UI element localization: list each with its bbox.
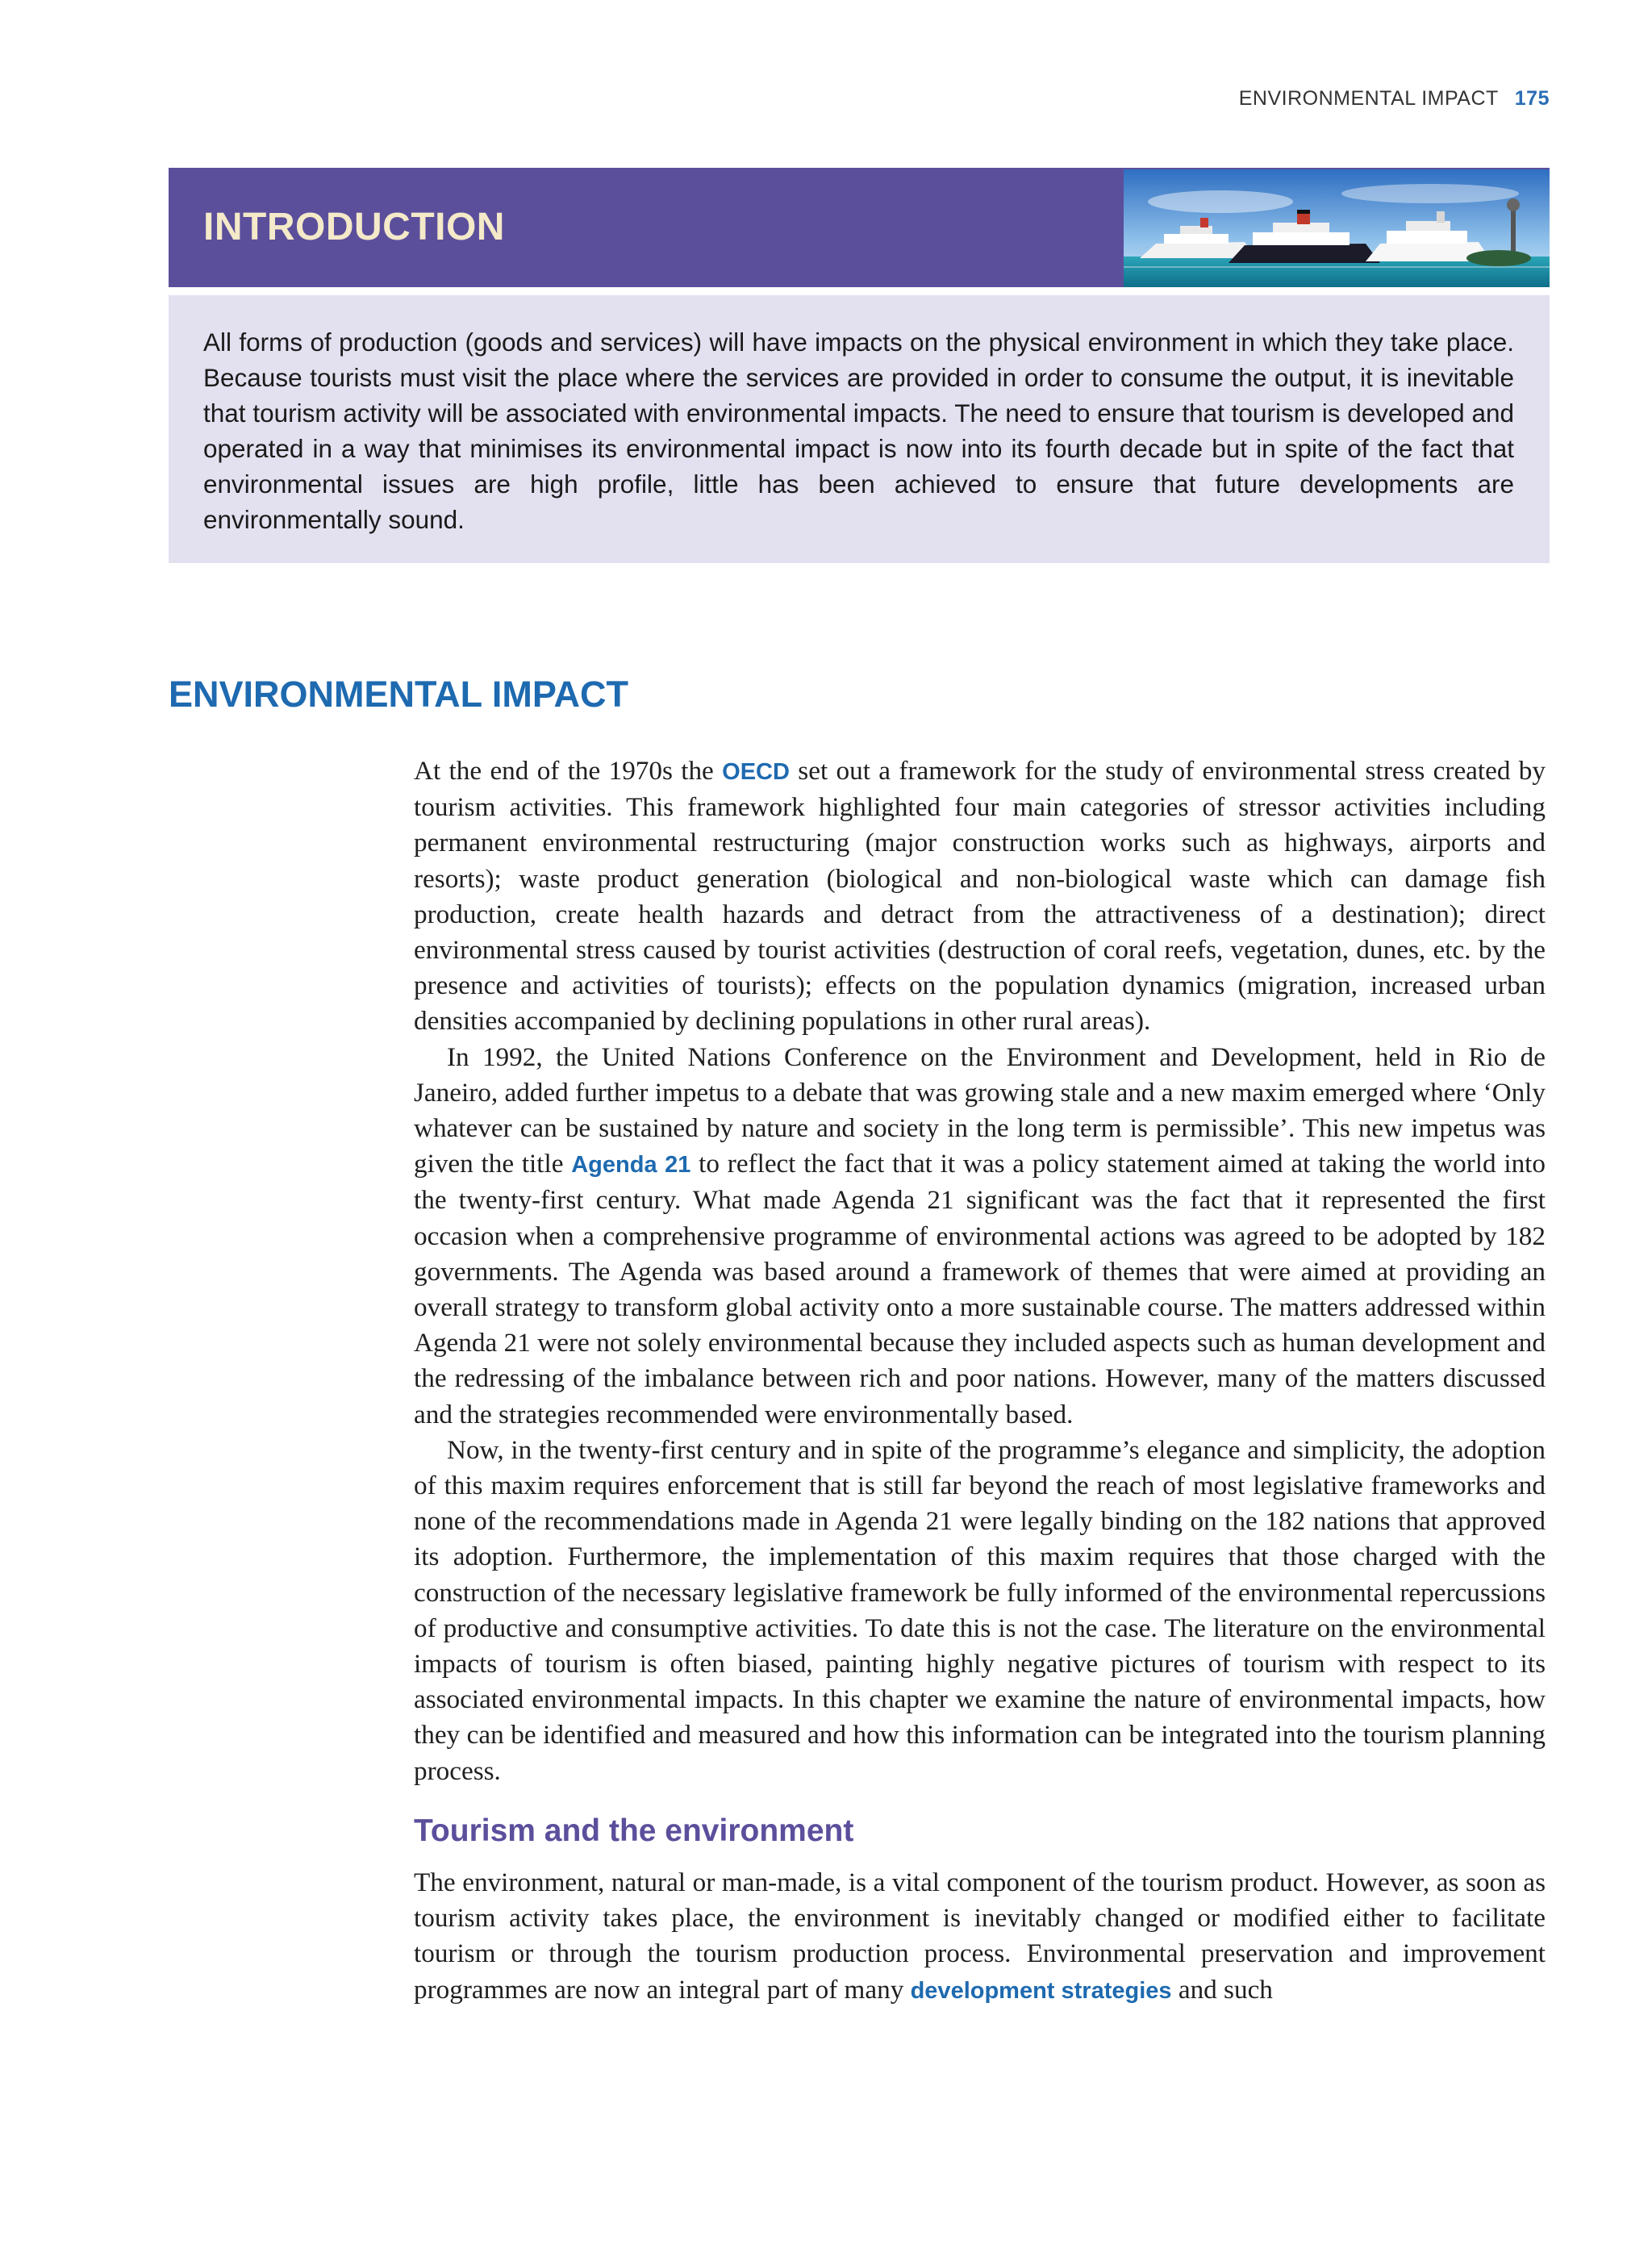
page-number: 175: [1514, 87, 1550, 110]
section-heading: ENVIRONMENTAL IMPACT: [169, 674, 628, 715]
cruise-ships-illustration: [1124, 169, 1550, 287]
paragraph-1: [414, 753, 1546, 1040]
paragraph-1-text-b: set out a framework for the study of environmental stress created by tourism activities. This framework highlighted four main categories of stressor activities including permanent environmental restructuring (major construction works such as highways, airports and resorts); waste product generation (biological and non-biological waste which can damage fish production, create health hazards and detract from the attractiveness of a destination); direct environmental stress caused by tourist activities (destruction of coral reefs, vegetation, dunes, etc. by the presence and activities of tourists); effects on the population dynamics (migration, increased urban densities accompanied by declining populations in other rural areas).: [414, 756, 1546, 1037]
paragraph-1-text-a: At the end of the 1970s the: [414, 756, 723, 786]
body-column: [414, 753, 1546, 2009]
paragraph-3: Now, in the twenty-first century and in spite of the programme’s elegance and simplicity, the adoption of this maxim requires enforcement that is still far beyond the reach of most legislative frameworks and none of the recommendations made in Agenda 21 were legally binding on the 182 nations that approved its adoption. Furthermore, the implementation of this maxim requires that those charged with the construction of the necessary legislative framework be fully informed of the environmental repercussions of productive and consumptive activities. To date this is not the case. The literature on the environmental impacts of tourism is often biased, painting highly negative pictures of tourism with respect to its associated environmental impacts. In this chapter we examine the nature of environmental impacts, how they can be identified and measured and how this information can be integrated into the tourism planning process.: [414, 1434, 1546, 1786]
subheading: Tourism and the environment: [414, 1813, 854, 1848]
oecd-keyword: OECD: [722, 759, 790, 785]
running-head-title: ENVIRONMENTAL IMPACT: [1238, 87, 1499, 110]
running-head: [1239, 87, 1550, 111]
introduction-text: All forms of production (goods and services) will have impacts on the physical environment in which they take place. Because tourists must visit the place where the services are provided in order to consume the output, it is inevitable that tourism activity will be associated with environmental impacts. The need to ensure that tourism is developed and operated in a way that minimises its environmental impact is now into its fourth decade but in spite of the fact that environmental issues are high profile, little has been achieved to ensure that future developments are environmentally sound.: [203, 328, 1514, 534]
paragraph-2-text-b: to reflect the fact that it was a policy statement aimed at taking the world into the twenty-first century. What made Agenda 21 significant was the fact that it represented the first occasion when a comprehensive programme of environmental actions was agreed to be adopted by 182 governments. The Agenda was based around a framework of themes that were aimed at providing an overall strategy to transform global activity onto a more sustainable course. The matters addressed within Agenda 21 were not solely environmental because they included aspects such as human development and the redressing of the imbalance between rich and poor nations. However, many of the matters discussed and the strategies recommended were environmentally based.: [414, 1149, 1546, 1429]
paragraph-4-text-a: The environment, natural or man-made, is a vital component of the tourism product. However, as soon as tourism activity takes place, the environment is inevitably changed or modified either to facilitate tourism or through the tourism production process. Environmental preservation and improvement programmes are now an integral part of many: [414, 1867, 1546, 2005]
development-strategies-keyword: development strategies: [910, 1977, 1172, 2004]
introduction-banner: [169, 168, 1550, 287]
cruise-ships-photo: [1124, 169, 1550, 287]
paragraph-2: [414, 1040, 1546, 1433]
paragraph-2-text-a: In 1992, the United Nations Conference on the Environment and Development, held in Rio de Janeiro, added further impetus to a debate that was growing stale and a new maxim emerged where ‘Only whatever can be sustained by nature and society in the long term is permissible’. This new impetus was given the title: [414, 1041, 1546, 1179]
paragraph-4-text-b: and such: [1171, 1974, 1273, 2005]
agenda-21-keyword: Agenda 21: [571, 1152, 691, 1179]
introduction-heading: INTRODUCTION: [203, 206, 505, 248]
paragraph-4: [414, 1865, 1546, 2009]
introduction-box: [169, 295, 1550, 563]
